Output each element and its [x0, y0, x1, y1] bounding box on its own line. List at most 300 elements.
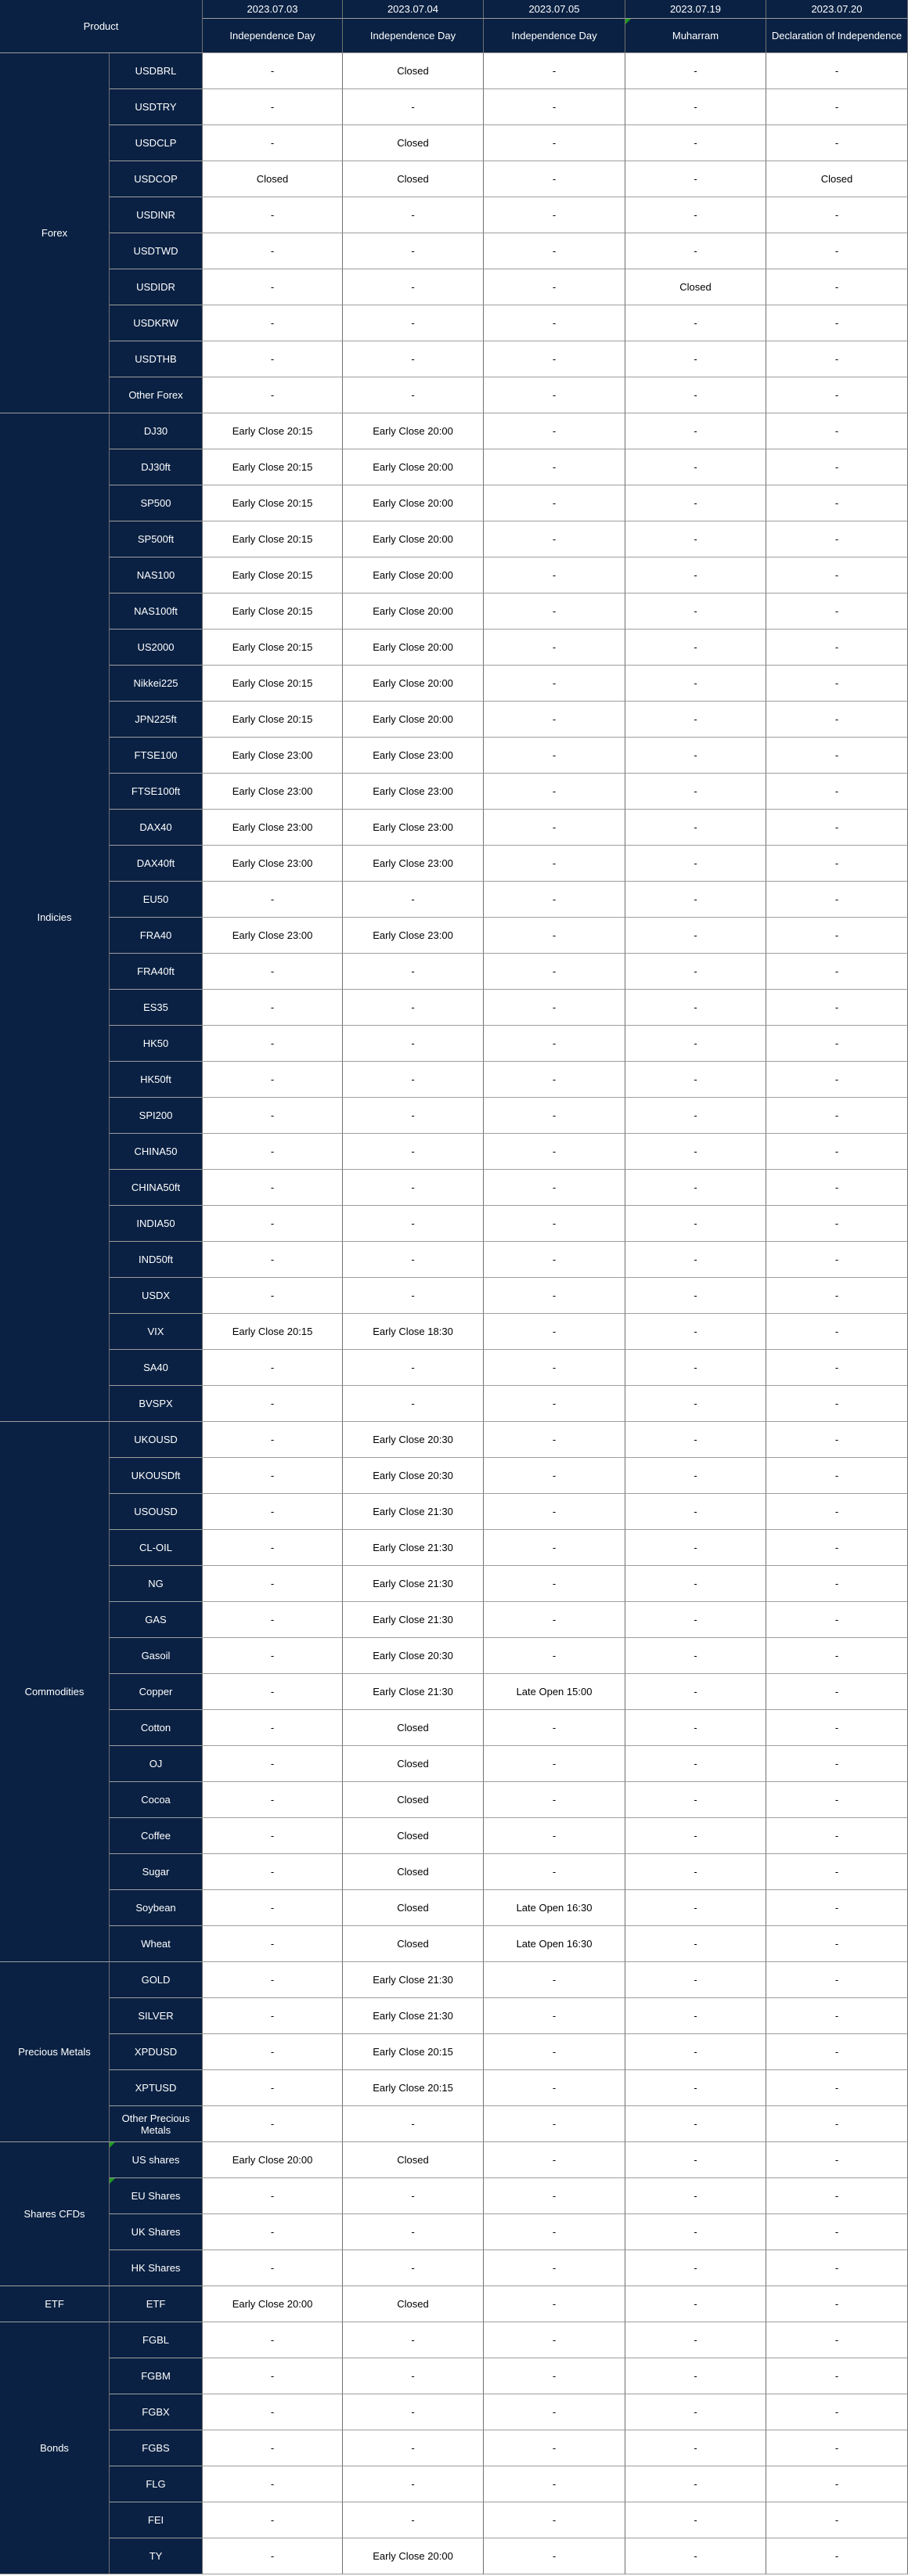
value-cell [625, 2286, 766, 2322]
value-text: - [834, 2478, 839, 2490]
value-text: - [552, 533, 557, 545]
value-text: - [270, 1470, 275, 1481]
value-text: - [694, 2082, 697, 2094]
value-text: Closed [397, 173, 429, 185]
value-text: Closed [397, 1938, 429, 1950]
value-cell [343, 413, 484, 449]
product-cell [110, 1998, 203, 2034]
value-cell [343, 1782, 484, 1818]
category-label: Bonds [40, 2442, 69, 2454]
value-text: - [694, 245, 697, 257]
product-cell [110, 2178, 203, 2214]
table-row [0, 882, 908, 918]
value-cell [203, 2286, 343, 2322]
value-cell [766, 1890, 908, 1926]
value-text: - [834, 1362, 839, 1373]
table-row [0, 305, 908, 341]
value-text: - [694, 1037, 697, 1049]
value-text: Closed [397, 1830, 429, 1842]
value-cell [343, 2142, 484, 2178]
value-cell [766, 1278, 908, 1314]
product-label: DAX40 [139, 821, 172, 833]
value-text: - [552, 893, 557, 905]
holiday-label: Declaration of Independence [771, 30, 903, 41]
value-cell [203, 341, 343, 377]
value-text: - [552, 461, 557, 473]
value-text: - [834, 2334, 839, 2346]
value-text: - [270, 1506, 275, 1517]
product-cell [110, 1134, 203, 1170]
value-text: Closed [397, 1722, 429, 1734]
value-cell [484, 774, 625, 810]
value-text: - [834, 821, 839, 833]
value-cell [343, 1206, 484, 1242]
value-cell [203, 630, 343, 666]
product-label: FGBS [142, 2442, 170, 2454]
value-cell [203, 2466, 343, 2502]
value-cell [766, 521, 908, 557]
product-cell [110, 1674, 203, 1710]
value-text: Early Close 23:00 [373, 857, 453, 869]
value-text: - [694, 2118, 697, 2130]
value-cell [625, 2106, 766, 2142]
table-row [0, 485, 908, 521]
value-cell [343, 521, 484, 557]
value-cell [484, 954, 625, 990]
value-cell [625, 2538, 766, 2574]
product-label: USDTWD [133, 245, 178, 257]
value-text: - [694, 1794, 697, 1806]
value-text: - [552, 65, 557, 77]
value-cell [766, 593, 908, 630]
value-text: - [834, 1938, 839, 1950]
product-label: USDTHB [135, 353, 177, 365]
value-text: - [552, 281, 557, 293]
product-cell [110, 269, 203, 305]
value-text: Early Close 20:15 [232, 497, 313, 509]
value-text: - [552, 713, 557, 725]
product-label: FGBM [141, 2370, 171, 2382]
value-text: - [694, 893, 697, 905]
product-label: FRA40ft [137, 965, 175, 977]
value-cell [625, 557, 766, 593]
value-text: - [411, 1073, 415, 1085]
value-text: - [270, 1037, 275, 1049]
value-cell [484, 1674, 625, 1710]
value-text: - [552, 1001, 557, 1013]
value-cell [766, 305, 908, 341]
value-cell [625, 1638, 766, 1674]
product-label: ES35 [143, 1001, 168, 1013]
value-text: - [270, 2190, 275, 2202]
product-label: FRA40 [139, 929, 172, 941]
table-row [0, 2430, 908, 2466]
value-cell [343, 1134, 484, 1170]
value-text: - [552, 2190, 557, 2202]
category-label: Forex [41, 227, 68, 239]
holiday-header [625, 19, 766, 53]
product-cell [110, 810, 203, 846]
value-text: - [694, 1182, 697, 1193]
value-cell [484, 2538, 625, 2574]
value-cell [766, 1854, 908, 1890]
value-cell [484, 1206, 625, 1242]
value-text: Early Close 20:15 [232, 569, 313, 581]
product-label: Other Forex [128, 389, 183, 401]
value-text: Early Close 20:00 [373, 569, 453, 581]
value-text: Early Close 20:00 [232, 2154, 313, 2166]
product-cell [110, 1350, 203, 1386]
value-cell [625, 89, 766, 125]
value-text: - [694, 677, 697, 689]
value-cell [203, 1170, 343, 1206]
value-cell [766, 774, 908, 810]
value-text: - [834, 1290, 839, 1301]
value-cell [343, 1026, 484, 1062]
value-cell [203, 2178, 343, 2214]
product-label: Gasoil [141, 1650, 171, 1661]
value-text: - [834, 2298, 839, 2310]
value-text: - [270, 965, 275, 977]
category-cell-etf [0, 2286, 110, 2322]
value-cell [625, 954, 766, 990]
value-cell [343, 1458, 484, 1494]
value-text: - [270, 1434, 275, 1445]
value-cell [766, 1062, 908, 1098]
date-header [343, 0, 484, 19]
value-cell [203, 1854, 343, 1890]
value-cell [343, 2466, 484, 2502]
value-text: - [552, 1398, 557, 1409]
value-text: - [411, 2370, 415, 2382]
value-text: - [694, 1866, 697, 1878]
value-cell [203, 2034, 343, 2070]
value-cell [343, 882, 484, 918]
value-cell [625, 1242, 766, 1278]
value-text: - [552, 785, 557, 797]
value-text: - [834, 101, 839, 113]
table-row [0, 2142, 908, 2178]
value-text: - [552, 1794, 557, 1806]
value-text: - [552, 2514, 557, 2526]
value-text: Early Close 23:00 [373, 749, 453, 761]
value-text: - [411, 317, 415, 329]
value-text: - [834, 1722, 839, 1734]
value-text: - [834, 605, 839, 617]
value-cell [484, 2214, 625, 2250]
value-cell [484, 1746, 625, 1782]
value-cell [484, 1386, 625, 1422]
value-cell [203, 1098, 343, 1134]
value-cell [625, 305, 766, 341]
value-text: Closed [397, 1902, 429, 1914]
value-text: - [552, 2550, 557, 2562]
value-cell [484, 377, 625, 413]
product-cell [110, 630, 203, 666]
table-row [0, 1170, 908, 1206]
product-cell [110, 2106, 203, 2142]
value-cell [625, 233, 766, 269]
value-cell [203, 2538, 343, 2574]
product-cell [110, 1818, 203, 1854]
value-text: - [270, 2226, 275, 2238]
value-cell [766, 2142, 908, 2178]
value-text: - [270, 1722, 275, 1734]
table-row [0, 1494, 908, 1530]
value-text: - [411, 209, 415, 221]
value-text: - [694, 1758, 697, 1770]
value-cell [766, 918, 908, 954]
value-text: - [694, 713, 697, 725]
date-header-row [0, 0, 908, 19]
product-label: USDINR [136, 209, 175, 221]
holiday-header [484, 19, 625, 53]
value-text: - [552, 857, 557, 869]
value-text: - [834, 1542, 839, 1553]
value-cell [343, 1314, 484, 1350]
value-cell [625, 521, 766, 557]
value-cell [625, 1926, 766, 1962]
product-cell [110, 882, 203, 918]
value-text: - [834, 281, 839, 293]
value-cell [484, 666, 625, 702]
value-text: - [270, 2442, 275, 2454]
product-label: EU Shares [131, 2190, 181, 2202]
product-cell [110, 2286, 203, 2322]
value-cell [343, 341, 484, 377]
date-label: 2023.07.04 [387, 3, 439, 15]
table-row [0, 2466, 908, 2502]
value-cell [625, 485, 766, 521]
holiday-label: Independence Day [511, 30, 597, 41]
value-text: Early Close 20:15 [232, 641, 313, 653]
product-label: HK50 [142, 1037, 169, 1049]
value-cell [625, 882, 766, 918]
product-cell [110, 1710, 203, 1746]
value-cell [203, 197, 343, 233]
product-label: DAX40ft [136, 857, 175, 869]
value-text: Early Close 23:00 [373, 929, 453, 941]
table-row [0, 377, 908, 413]
table-row [0, 774, 908, 810]
value-text: - [270, 2262, 275, 2274]
value-cell [625, 1818, 766, 1854]
value-cell [343, 2358, 484, 2394]
value-cell [625, 269, 766, 305]
value-cell [484, 2286, 625, 2322]
product-cell [110, 593, 203, 630]
value-text: - [694, 1254, 697, 1265]
value-cell [484, 1494, 625, 1530]
category-label: ETF [45, 2298, 64, 2310]
value-text: - [270, 2046, 275, 2058]
value-cell [203, 738, 343, 774]
value-cell [343, 1386, 484, 1422]
product-cell [110, 846, 203, 882]
value-cell [625, 2178, 766, 2214]
value-text: - [694, 857, 697, 869]
value-text: - [552, 749, 557, 761]
value-text: - [694, 1542, 697, 1553]
value-text: - [834, 2406, 839, 2418]
table-body [0, 53, 908, 2574]
product-label: VIX [147, 1326, 164, 1337]
product-label: JPN225ft [135, 713, 177, 725]
value-text: - [694, 2442, 697, 2454]
value-cell [625, 1962, 766, 1998]
date-label: 2023.07.03 [247, 3, 298, 15]
value-text: - [552, 2010, 557, 2022]
value-text: - [411, 389, 415, 401]
product-cell [110, 1386, 203, 1422]
value-cell [203, 557, 343, 593]
value-text: - [834, 1254, 839, 1265]
product-label: NAS100ft [134, 605, 178, 617]
value-text: - [694, 821, 697, 833]
value-cell [484, 2250, 625, 2286]
value-cell [766, 1674, 908, 1710]
table-row [0, 2214, 908, 2250]
value-cell [625, 1278, 766, 1314]
value-cell [484, 738, 625, 774]
value-text: - [270, 1542, 275, 1553]
value-cell [766, 449, 908, 485]
value-text: - [270, 2334, 275, 2346]
table-row [0, 1134, 908, 1170]
value-text: - [694, 101, 697, 113]
value-text: - [694, 2370, 697, 2382]
value-text: - [411, 1182, 415, 1193]
product-cell [110, 1530, 203, 1566]
product-cell [110, 2538, 203, 2574]
value-cell [343, 305, 484, 341]
value-cell [203, 2142, 343, 2178]
value-text: - [270, 1938, 275, 1950]
value-cell [343, 918, 484, 954]
value-cell [203, 89, 343, 125]
value-cell [625, 1386, 766, 1422]
value-text: Early Close 20:15 [232, 713, 313, 725]
value-text: Early Close 20:00 [373, 641, 453, 653]
product-label: Other Precious Metals [121, 2112, 190, 2136]
product-label: UKOUSDft [131, 1470, 181, 1481]
value-cell [625, 2250, 766, 2286]
value-text: - [694, 209, 697, 221]
value-text: - [834, 1902, 839, 1914]
product-label: Soybean [135, 1902, 176, 1914]
value-text: - [411, 2334, 415, 2346]
value-text: - [270, 1145, 275, 1157]
value-text: - [834, 497, 839, 509]
value-text: - [270, 2478, 275, 2490]
value-cell [766, 2466, 908, 2502]
value-text: - [694, 137, 697, 149]
table-row [0, 1890, 908, 1926]
table-row [0, 1098, 908, 1134]
value-cell [766, 1710, 908, 1746]
product-label: NAS100 [136, 569, 175, 581]
value-text: - [694, 65, 697, 77]
product-label: CHINA50 [134, 1145, 178, 1157]
value-text: Closed [397, 1794, 429, 1806]
value-cell [203, 1782, 343, 1818]
product-label: SILVER [138, 2010, 174, 2022]
holiday-label: Independence Day [229, 30, 315, 41]
value-cell [343, 738, 484, 774]
product-label: XPTUSD [135, 2082, 177, 2094]
value-cell [625, 810, 766, 846]
product-label: FEI [147, 2514, 164, 2526]
value-text: - [552, 1506, 557, 1517]
holiday-header [203, 19, 343, 53]
product-cell [110, 2502, 203, 2538]
value-cell [203, 2250, 343, 2286]
value-text: - [694, 1650, 697, 1661]
product-cell [110, 449, 203, 485]
value-cell [484, 413, 625, 449]
value-cell [203, 305, 343, 341]
value-cell [625, 1602, 766, 1638]
value-text: Closed [820, 173, 853, 185]
table-row [0, 918, 908, 954]
value-cell [203, 413, 343, 449]
value-text: - [270, 1290, 275, 1301]
value-cell [484, 233, 625, 269]
value-cell [203, 1422, 343, 1458]
value-text: - [694, 2262, 697, 2274]
value-cell [203, 2214, 343, 2250]
product-cell [110, 1926, 203, 1962]
value-cell [343, 1242, 484, 1278]
value-text: - [270, 1578, 275, 1589]
product-cell [110, 738, 203, 774]
product-label: TY [149, 2550, 163, 2562]
product-label: BVSPX [139, 1398, 173, 1409]
value-cell [766, 2106, 908, 2142]
table-row [0, 1458, 908, 1494]
product-label: UKOUSD [134, 1434, 178, 1445]
value-cell [484, 1242, 625, 1278]
value-cell [625, 1206, 766, 1242]
value-cell [625, 2070, 766, 2106]
value-text: - [270, 1362, 275, 1373]
value-cell [625, 1170, 766, 1206]
value-text: Early Close 20:00 [373, 533, 453, 545]
product-cell [110, 2142, 203, 2178]
value-text: - [552, 1109, 557, 1121]
value-cell [766, 269, 908, 305]
table-row [0, 2394, 908, 2430]
product-label: OJ [149, 1758, 163, 1770]
value-text: - [270, 2370, 275, 2382]
product-cell [110, 1962, 203, 1998]
table-row [0, 630, 908, 666]
value-cell [625, 1350, 766, 1386]
value-cell [484, 53, 625, 89]
value-text: - [694, 785, 697, 797]
category-cell-commodities [0, 1422, 110, 1962]
value-text: - [694, 1722, 697, 1734]
product-label: Wheat [141, 1938, 171, 1950]
value-text: - [834, 929, 839, 941]
value-text: - [552, 137, 557, 149]
value-cell [203, 1638, 343, 1674]
value-text: Early Close 20:15 [232, 1326, 313, 1337]
value-text: - [270, 1650, 275, 1661]
value-cell [766, 2178, 908, 2214]
value-text: - [270, 317, 275, 329]
value-cell [625, 846, 766, 882]
